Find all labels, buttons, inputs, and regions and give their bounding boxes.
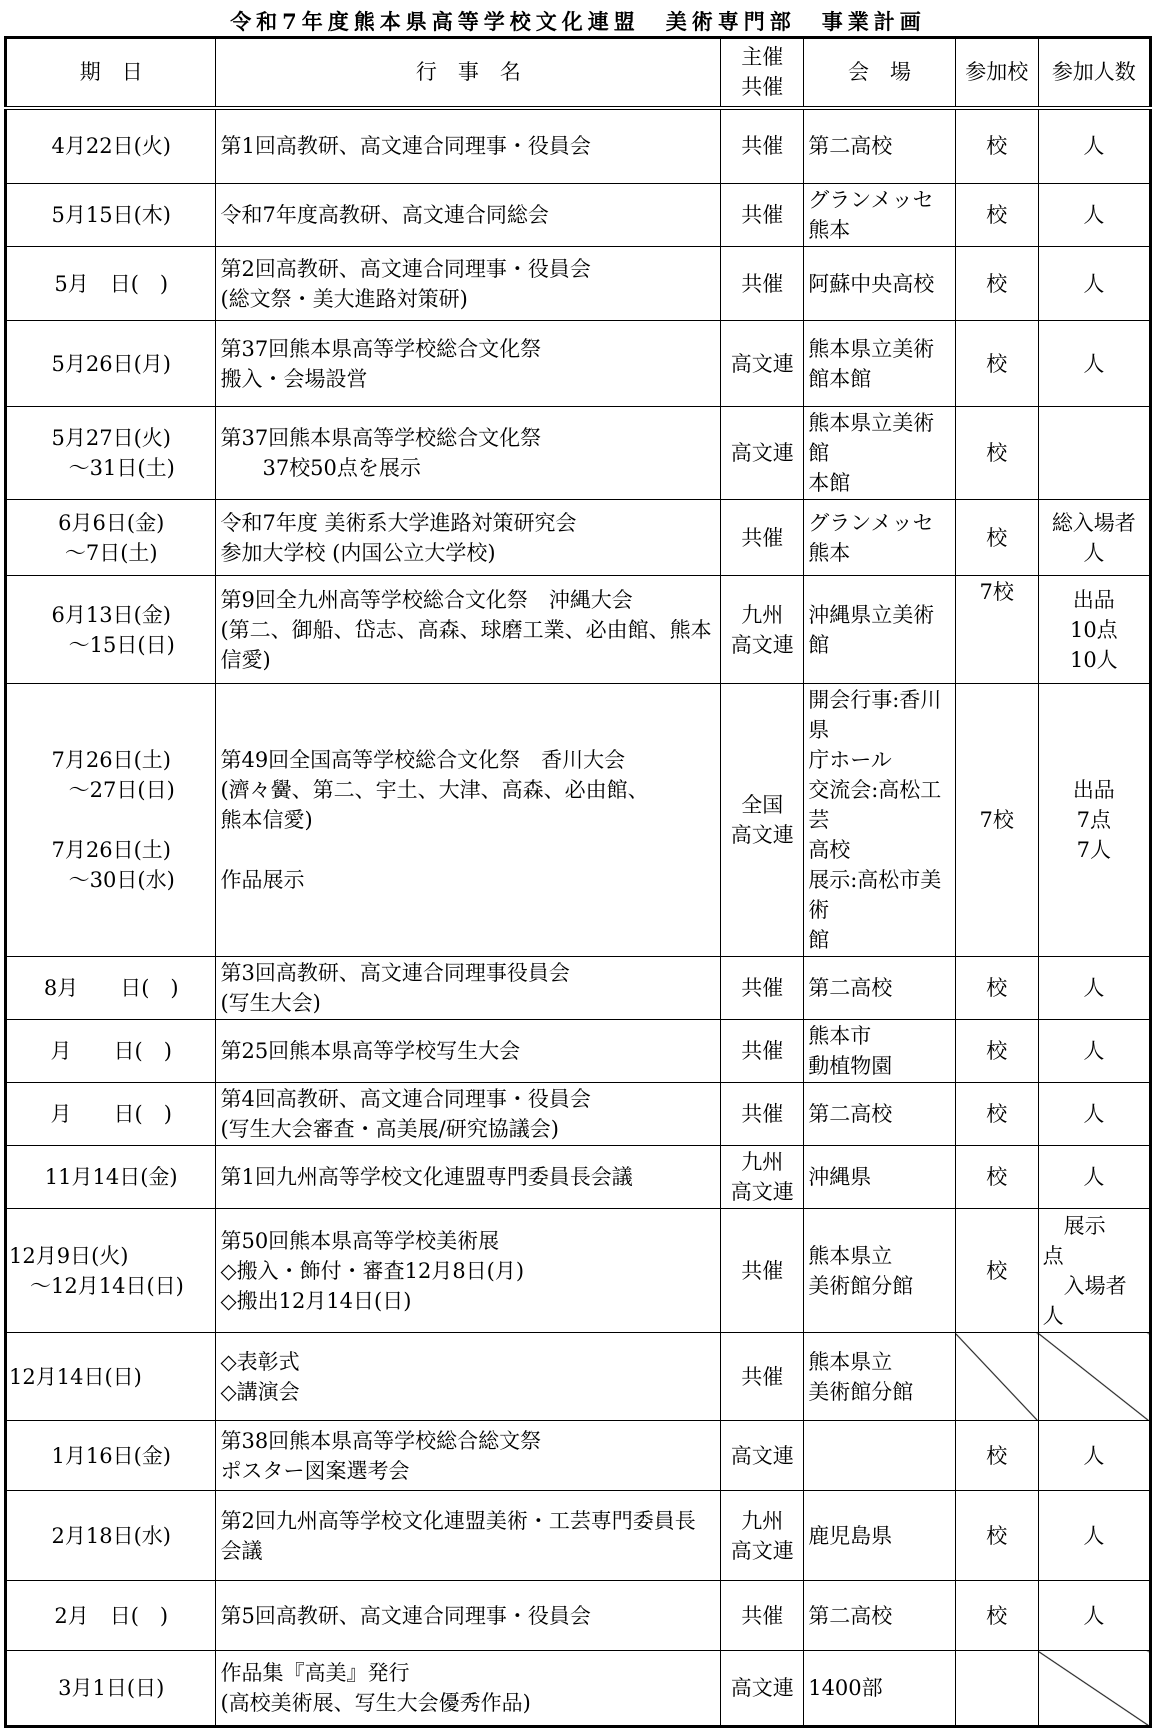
cell-schools: 校 (955, 407, 1038, 500)
cell-people: 人 (1038, 108, 1150, 184)
cell-event: 第2回高教研、高文連合同理事・役員会 (総文祭・美大進路対策研) (216, 247, 721, 321)
cell-venue: 熊本県立 美術館分館 (804, 1209, 956, 1333)
table-row (6, 407, 1151, 500)
cell-venue: 第二高校 (804, 1581, 956, 1651)
cell-event: 第3回高教研、高文連合同理事役員会 (写生大会) (216, 957, 721, 1020)
table-row (6, 1421, 1151, 1491)
table-row (6, 1083, 1151, 1146)
cell-host: 共催 (721, 1209, 804, 1333)
page-title: 令和7年度熊本県高等学校文化連盟 美術専門部 事業計画 (230, 9, 926, 34)
header-event: 行 事 名 (216, 38, 721, 108)
cell-host: 共催 (721, 1581, 804, 1651)
cell-event: ◇表彰式 ◇講演会 (216, 1333, 721, 1421)
cell-people: 総入場者 人 (1038, 500, 1150, 576)
cell-venue: グランメッセ 熊本 (804, 500, 956, 576)
table-row (6, 184, 1151, 247)
cell-date: 6月6日(金) ～7日(土) (6, 500, 216, 576)
cell-people (1038, 1651, 1150, 1727)
cell-host: 共催 (721, 1083, 804, 1146)
cell-people: 人 (1038, 957, 1150, 1020)
cell-people (1038, 1333, 1150, 1421)
cell-host: 九州 高文連 (721, 576, 804, 684)
cell-event: 第37回熊本県高等学校総合文化祭 37校50点を展示 (216, 407, 721, 500)
cell-date: 7月26日(土) ～27日(日) 7月26日(土) ～30日(水) (6, 684, 216, 957)
table-row (6, 500, 1151, 576)
cell-event: 令和7年度 美術系大学進路対策研究会 参加大学校 (内国公立大学校) (216, 500, 721, 576)
cell-venue: 1400部 (804, 1651, 956, 1727)
cell-date: 4月22日(火) (6, 108, 216, 184)
cell-date: 12月9日(火) ～12月14日(日) (6, 1209, 216, 1333)
cell-schools: 校 (955, 184, 1038, 247)
cell-event: 第1回九州高等学校文化連盟専門委員長会議 (216, 1146, 721, 1209)
cell-venue: 熊本県立美術 館本館 (804, 321, 956, 407)
cell-schools: 校 (955, 1083, 1038, 1146)
table-row (6, 684, 1151, 957)
cell-people: 人 (1038, 1581, 1150, 1651)
cell-schools: 校 (955, 1651, 1038, 1727)
cell-schools: 校 (955, 500, 1038, 576)
cell-host: 共催 (721, 957, 804, 1020)
header-date: 期 日 (6, 38, 216, 108)
table-row (6, 1209, 1151, 1333)
cell-venue: 第二高校 (804, 1083, 956, 1146)
cell-people: 出品 7点 7人 (1038, 684, 1150, 957)
cell-venue (804, 1421, 956, 1491)
cell-people: 人 (1038, 1421, 1150, 1491)
cell-host: 共催 (721, 1020, 804, 1083)
table-row (6, 1333, 1151, 1421)
cell-schools: 校 (955, 1421, 1038, 1491)
header-venue: 会 場 (804, 38, 956, 108)
header-schools: 参加校 (955, 38, 1038, 108)
cell-event: 作品集『高美』発行 (高校美術展、写生大会優秀作品) (216, 1651, 721, 1727)
cell-host: 九州 高文連 (721, 1491, 804, 1581)
cell-event: 第38回熊本県高等学校総合総文祭 ポスター図案選考会 (216, 1421, 721, 1491)
cell-people: 人 (1038, 321, 1150, 407)
cell-date: 1月16日(金) (6, 1421, 216, 1491)
cell-people: 人 (1038, 1083, 1150, 1146)
table-row (6, 1020, 1151, 1083)
header-row (6, 38, 1151, 108)
cell-host: 高文連 (721, 1651, 804, 1727)
cell-people: 人 (1038, 184, 1150, 247)
cell-venue: 第二高校 (804, 957, 956, 1020)
cell-date: 3月1日(日) (6, 1651, 216, 1727)
cell-date: 2月 日( ) (6, 1581, 216, 1651)
cell-venue: グランメッセ 熊本 (804, 184, 956, 247)
table-row (6, 108, 1151, 184)
cell-schools: 校 (955, 957, 1038, 1020)
cell-venue: 第二高校 (804, 108, 956, 184)
table-row (6, 1491, 1151, 1581)
cell-date: 月 日( ) (6, 1020, 216, 1083)
table-row (6, 1581, 1151, 1651)
cell-people: 人 (1038, 1491, 1150, 1581)
cell-people: 人 (1038, 1020, 1150, 1083)
table-row (6, 1146, 1151, 1209)
cell-people: 人 (1038, 247, 1150, 321)
cell-event: 第25回熊本県高等学校写生大会 (216, 1020, 721, 1083)
cell-people: 展示 点 入場者 人 (1038, 1209, 1150, 1333)
cell-venue: 開会行事:香川県 庁ホール 交流会:高松工芸 高校 展示:高松市美術 館 (804, 684, 956, 957)
cell-people (1038, 407, 1150, 500)
cell-event: 第9回全九州高等学校総合文化祭 沖縄大会 (第二、御船、岱志、高森、球磨工業、必由館、熊本信愛) (216, 576, 721, 684)
cell-event: 令和7年度高教研、高文連合同総会 (216, 184, 721, 247)
cell-schools: 7校 (955, 576, 1038, 684)
schedule-table (4, 36, 1152, 1728)
cell-schools: 校 (955, 321, 1038, 407)
table-row (6, 576, 1151, 684)
cell-date: 5月 日( ) (6, 247, 216, 321)
cell-venue: 沖縄県立美術館 (804, 576, 956, 684)
header-people: 参加人数 (1038, 38, 1150, 108)
cell-venue: 熊本市 動植物園 (804, 1020, 956, 1083)
cell-date: 6月13日(金) ～15日(日) (6, 576, 216, 684)
cell-venue: 熊本県立 美術館分館 (804, 1333, 956, 1421)
cell-event: 第1回高教研、高文連合同理事・役員会 (216, 108, 721, 184)
cell-event: 第4回高教研、高文連合同理事・役員会 (写生大会審査・高美展/研究協議会) (216, 1083, 721, 1146)
cell-host: 高文連 (721, 1421, 804, 1491)
cell-schools: 校 (955, 1581, 1038, 1651)
cell-host: 共催 (721, 108, 804, 184)
cell-event: 第2回九州高等学校文化連盟美術・工芸専門委員長会議 (216, 1491, 721, 1581)
cell-date: 12月14日(日) (6, 1333, 216, 1421)
cell-host: 高文連 (721, 321, 804, 407)
cell-host: 九州 高文連 (721, 1146, 804, 1209)
cell-schools: 校 (955, 247, 1038, 321)
cell-host: 高文連 (721, 407, 804, 500)
cell-event: 第5回高教研、高文連合同理事・役員会 (216, 1581, 721, 1651)
table-row (6, 957, 1151, 1020)
cell-host: 全国 高文連 (721, 684, 804, 957)
table-row (6, 247, 1151, 321)
table-row (6, 1651, 1151, 1727)
cell-venue: 熊本県立美術館 本館 (804, 407, 956, 500)
cell-schools (955, 1333, 1038, 1421)
cell-host: 共催 (721, 184, 804, 247)
cell-schools: 校 (955, 108, 1038, 184)
cell-schools: 校 (955, 1209, 1038, 1333)
cell-date: 2月18日(水) (6, 1491, 216, 1581)
cell-event: 第49回全国高等学校総合文化祭 香川大会 (濟々黌、第二、宇土、大津、高森、必由館、 熊本信愛) 作品展示 (216, 684, 721, 957)
cell-date: 11月14日(金) (6, 1146, 216, 1209)
cell-host: 共催 (721, 247, 804, 321)
cell-people: 出品 10点 10人 (1038, 576, 1150, 684)
cell-date: 5月26日(月) (6, 321, 216, 407)
cell-schools: 校 (955, 1020, 1038, 1083)
cell-venue: 鹿児島県 (804, 1491, 956, 1581)
header-host: 主催 共催 (721, 38, 804, 108)
cell-schools: 7校 (955, 684, 1038, 957)
cell-people: 人 (1038, 1146, 1150, 1209)
cell-event: 第50回熊本県高等学校美術展 ◇搬入・飾付・審査12月8日(月) ◇搬出12月14日(日) (216, 1209, 721, 1333)
cell-venue: 阿蘇中央高校 (804, 247, 956, 321)
cell-date: 月 日( ) (6, 1083, 216, 1146)
cell-event: 第37回熊本県高等学校総合文化祭 搬入・会場設営 (216, 321, 721, 407)
cell-date: 5月27日(火) ～31日(土) (6, 407, 216, 500)
cell-host: 共催 (721, 1333, 804, 1421)
cell-schools: 校 (955, 1146, 1038, 1209)
cell-host: 共催 (721, 500, 804, 576)
cell-venue: 沖縄県 (804, 1146, 956, 1209)
cell-date: 5月15日(木) (6, 184, 216, 247)
cell-date: 8月 日( ) (6, 957, 216, 1020)
cell-schools: 校 (955, 1491, 1038, 1581)
table-row (6, 321, 1151, 407)
